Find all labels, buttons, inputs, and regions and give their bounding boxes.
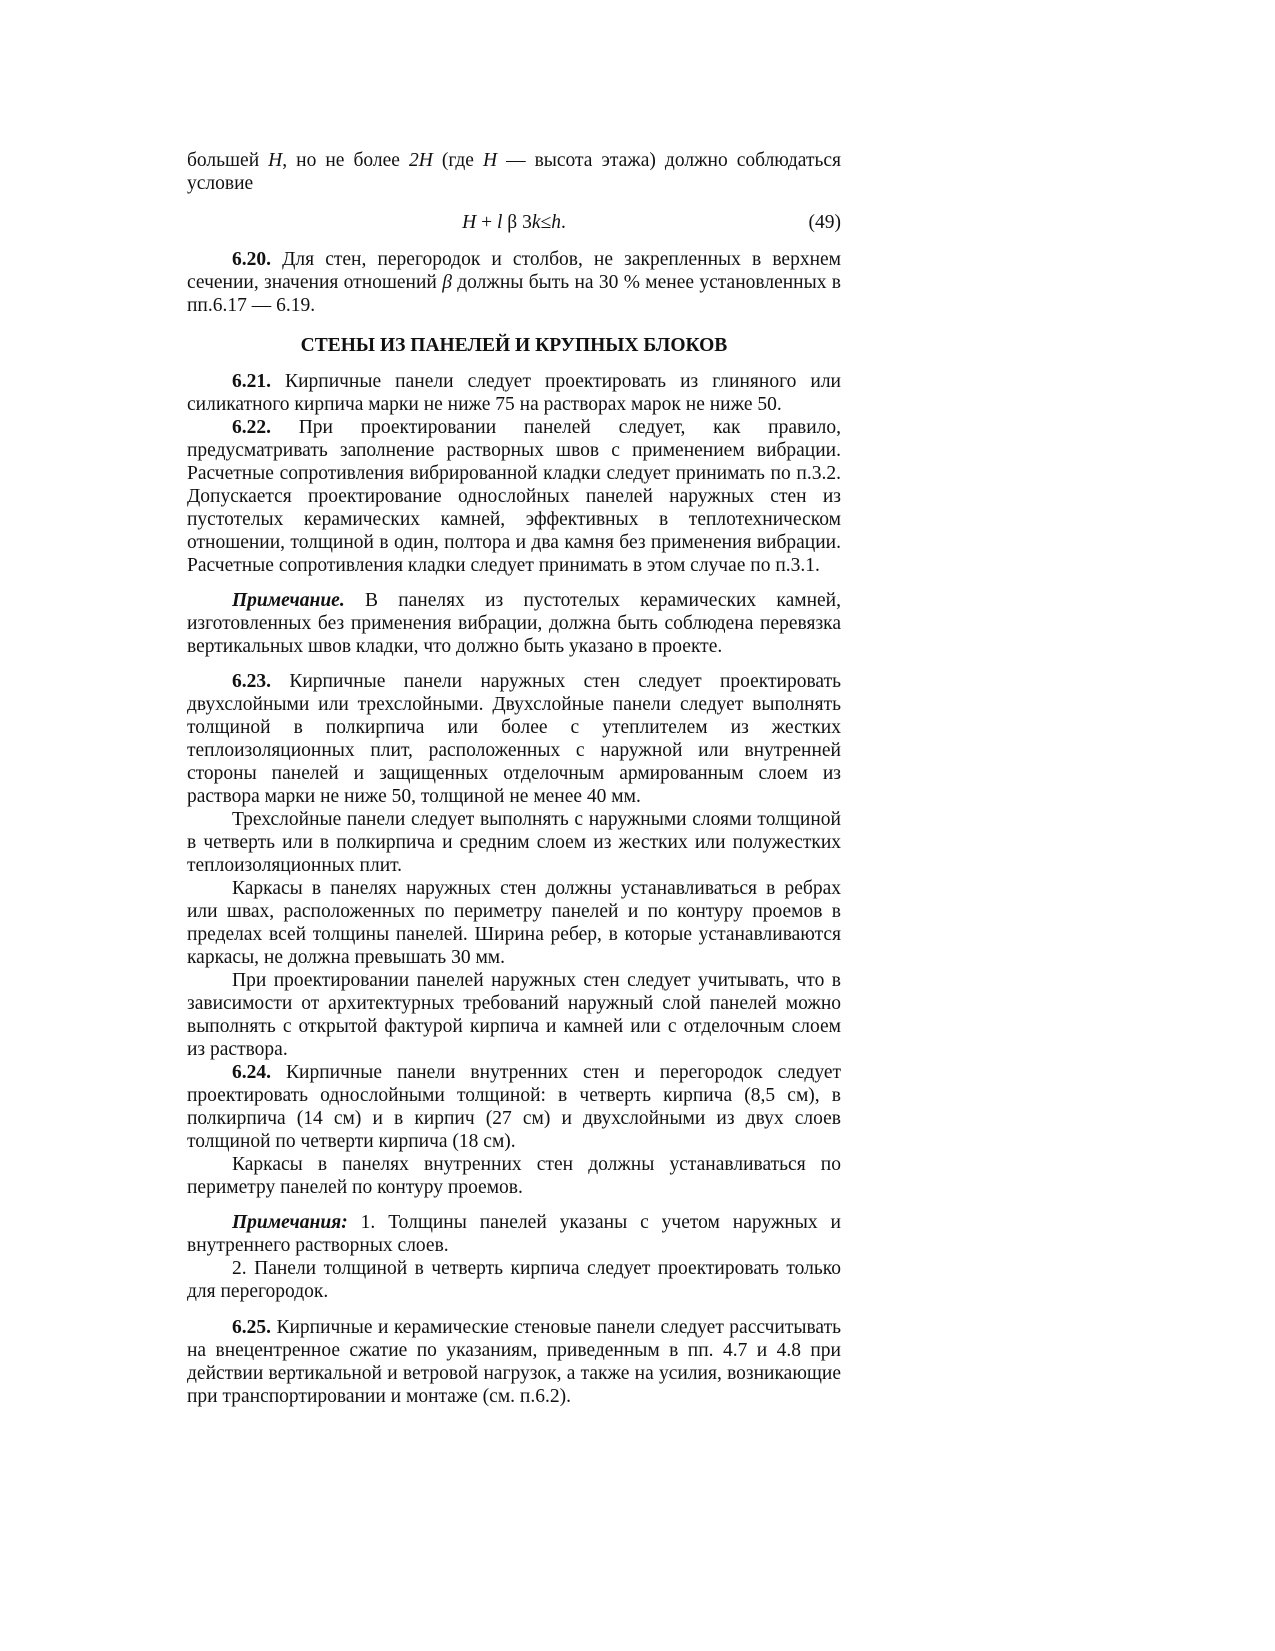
paragraph-6-24-frames: Каркасы в панелях внутренних стен должны устанавливаться по периметру панелей по контуру проемов.: [187, 1154, 841, 1198]
text: Кирпичные и керамические стеновые панели следует рассчитывать на внецентренное сжатие по указаниям, приведенным в пп. 4.7 и 4.8 при действии вертикальной и ветровой нагрузок, а также на усилия, возникающие при транспортировании и монтаже (см. п.6.2).: [187, 1317, 841, 1407]
formula-var-h-small: h: [551, 212, 561, 233]
paragraph-6-22: [187, 416, 841, 577]
paragraph-6-25: [187, 1316, 841, 1408]
note-label: Примечание.: [232, 590, 345, 611]
formula-end: .: [560, 212, 566, 233]
text: В панелях из пустотелых керамических камней, изготовленных без применения вибрации, должна быть соблюдена перевязка вертикальных швов кладки, что должно быть указано в проекте.: [187, 590, 841, 657]
text: — высота этажа) должно соблюдаться условие: [187, 150, 841, 194]
text: Для стен, перегородок и столбов, не закрепленных в верхнем сечении, значения отношений: [187, 249, 841, 293]
paragraph-intro: [187, 149, 841, 195]
paragraph-6-23-three-layer: Трехслойные панели следует выполнять с наружными слоями толщиной в четверть или в полкирпича и средним слоем из жестких или полужестких теплоизоляционных плит.: [187, 809, 841, 876]
variable-h: H: [482, 150, 498, 171]
formula-var-h: H: [462, 212, 477, 233]
notes-item-2: 2. Панели толщиной в четверть кирпича следует проектировать только для перегородок.: [187, 1258, 841, 1302]
clause-number: 6.25.: [232, 1317, 271, 1338]
formula-op: +: [476, 212, 497, 233]
document-page: [187, 149, 841, 1408]
section-heading: СТЕНЫ ИЗ ПАНЕЛЕЙ И КРУПНЫХ БЛОКОВ: [300, 335, 728, 356]
paragraph-6-21: [187, 370, 841, 416]
clause-number: 6.24.: [232, 1062, 271, 1083]
text: 1. Толщины панелей указаны с учетом наружных и внутреннего растворных слоев.: [187, 1212, 841, 1256]
paragraph-6-20: [187, 248, 841, 317]
text: Кирпичные панели наружных стен следует проектировать двухслойными или трехслойными. Двухслойные панели следует выполнять толщиной в полкирпича или более с утеплителем из жестких теплоизоляционных плит, расположенных с наружной или внутренней стороны панелей и защищенных отделочным армированным слоем из раствора марки не ниже 50, толщиной не менее 40 мм.: [187, 671, 841, 807]
paragraph-6-23-frames: Каркасы в панелях наружных стен должны устанавливаться в ребрах или швах, расположенных по периметру панелей и по контуру проемов в пределах всей толщины панелей. Ширина ребер, в которые устанавливаются каркасы, не должна превышать 30 мм.: [187, 878, 841, 968]
notes-paragraph: [187, 1211, 841, 1257]
text: , но не более: [282, 150, 409, 171]
text: Кирпичные панели внутренних стен и перегородок следует проектировать однослойными толщиной: в четверть кирпича (8,5 см), в полкирпича (14 см) и в кирпич (27 см) и двухслойными из двух слоев толщиной по четверти кирпича (18 см).: [187, 1062, 841, 1152]
paragraph-6-24: [187, 1061, 841, 1153]
formula-op: β 3: [502, 212, 532, 233]
clause-number: 6.22.: [232, 417, 271, 438]
notes-label: Примечания:: [232, 1212, 348, 1233]
paragraph-6-23-design: При проектировании панелей наружных стен следует учитывать, что в зависимости от архитектурных требований наружный слой панелей можно выполнять с открытой фактурой кирпича и камней или с отделочным слоем из раствора.: [187, 970, 841, 1060]
formula-49: [187, 211, 841, 234]
beta-symbol: β: [442, 272, 452, 293]
text: (где: [432, 150, 483, 171]
note-paragraph: [187, 589, 841, 658]
text: Кирпичные панели следует проектировать из глиняного или силикатного кирпича марки не ниже 75 на растворах марок не ниже 50.: [187, 371, 841, 415]
formula-expression: [187, 211, 841, 234]
formula-var-k: k: [531, 212, 541, 233]
text: При проектировании панелей следует, как правило, предусматривать заполнение растворных швов с применением вибрации. Расчетные сопротивления вибрированной кладки следует принимать по п.3.2. Допускается проектирование однослойных панелей наружных стен из пустотелых керамических камней, эффективных в теплотехническом отношении, толщиной в один, полтора и два камня без применения вибрации. Расчетные сопротивления кладки следует принимать в этом случае по п.3.1.: [187, 417, 841, 576]
clause-number: 6.21.: [232, 371, 271, 392]
formula-var-l: l: [497, 212, 503, 233]
clause-number: 6.23.: [232, 671, 271, 692]
text: должны быть на 30 % менее установленных в пп.6.17 — 6.19.: [187, 272, 841, 316]
text: большей: [187, 150, 269, 171]
variable-2h: 2H: [408, 150, 433, 171]
paragraph-6-23: [187, 670, 841, 808]
variable-h: H: [268, 150, 283, 171]
formula-op: ≤: [540, 212, 552, 233]
formula-number: (49): [808, 212, 841, 233]
clause-number: 6.20.: [232, 249, 271, 270]
